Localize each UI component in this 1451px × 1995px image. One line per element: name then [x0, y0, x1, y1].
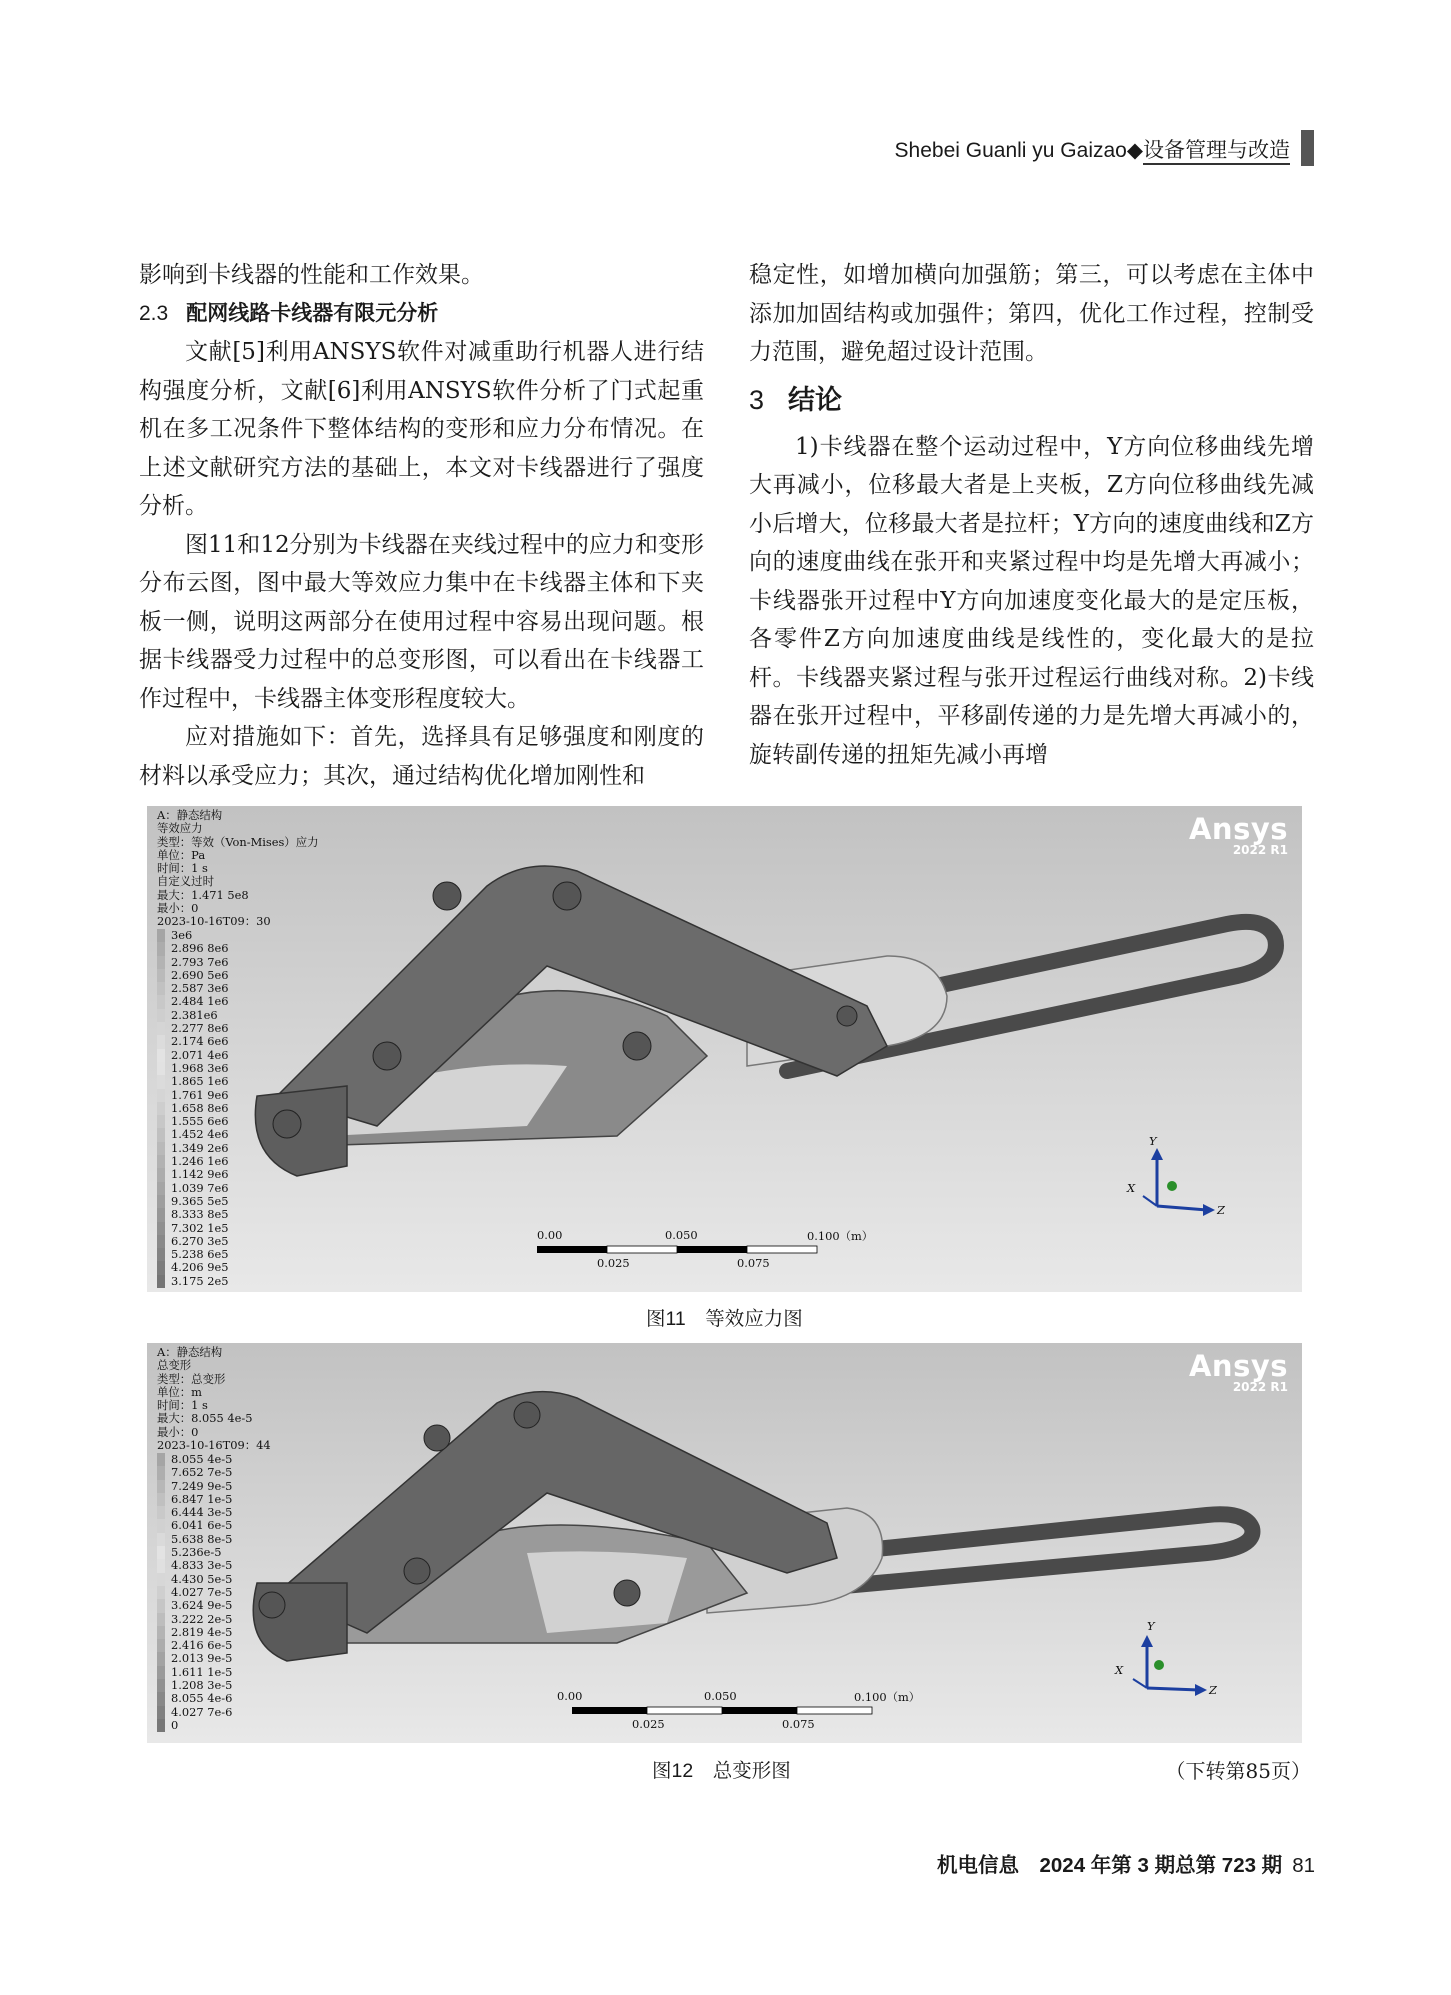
- legend-swatch: [157, 1506, 165, 1519]
- legend-swatch: [157, 1466, 165, 1479]
- header-pinyin: Shebei Guanli yu Gaizao: [894, 139, 1127, 162]
- legend-swatch: [157, 1692, 165, 1705]
- legend-swatch: [157, 1573, 165, 1586]
- legend-swatch: [157, 1275, 165, 1288]
- legend-swatch: [157, 929, 165, 942]
- legend-swatch: [157, 1235, 165, 1248]
- plot-info-line: 类型：总变形: [157, 1371, 226, 1386]
- legend-label: 4.027 7e-6: [171, 1704, 233, 1719]
- legend-swatch: [157, 1155, 165, 1168]
- plot-info-line: 类型：等效（Von-Mises）应力: [157, 834, 319, 849]
- legend-swatch: [157, 1706, 165, 1719]
- section-number: 2.3: [139, 301, 169, 325]
- paragraph: 1)卡线器在整个运动过程中，Y方向位移曲线先增大再减小，位移最大者是上夹板，Z方向位移曲线先减小后增大，位移最大者是拉杆；Y方向的速度曲线和Z方向的速度曲线在张开和夹紧过程中均是先增大再减小；卡线器张开过程中Y方向加速度变化最大的是定压板，各零件Z方向加速度曲线是线性的，变化最大的是拉杆。卡线器夹紧过程与张开过程运行曲线对称。2)卡线器在张开过程中，平移副传递的力是先增大再减小的，旋转副传递的扭矩先减小再增: [749, 433, 1314, 768]
- legend-label: 6.270 3e5: [171, 1233, 229, 1248]
- paragraph: 影响到卡线器的性能和工作效果。: [139, 262, 484, 288]
- legend-label: 1.555 6e6: [171, 1114, 229, 1129]
- legend-swatch: [157, 1089, 165, 1102]
- section-title: 结论: [788, 384, 843, 415]
- legend-label: 6.041 6e-5: [171, 1518, 233, 1533]
- legend-label: 1.761 9e6: [171, 1087, 229, 1102]
- legend-swatch: [157, 1639, 165, 1652]
- legend-label: 4.027 7e-5: [171, 1584, 233, 1599]
- legend-label: 1.452 4e6: [171, 1127, 229, 1142]
- legend-swatch: [157, 1533, 165, 1546]
- legend-swatch: [157, 1261, 165, 1274]
- legend-label: 4.430 5e-5: [171, 1571, 233, 1586]
- axis-label-y: Y: [1149, 1134, 1157, 1148]
- legend-label: 2.416 6e-5: [171, 1638, 233, 1653]
- legend-label: 1.658 8e6: [171, 1100, 229, 1115]
- plot-info-line: 最小：0: [157, 1424, 199, 1439]
- legend-swatch: [157, 1480, 165, 1493]
- page-number: 81: [1292, 1854, 1315, 1877]
- legend-label: 2.587 3e6: [171, 981, 229, 996]
- legend-label: 1.142 9e6: [171, 1167, 229, 1182]
- legend-swatch: [157, 995, 165, 1008]
- legend-swatch: [157, 1626, 165, 1639]
- plot-info-line: 单位：Pa: [157, 847, 206, 862]
- legend-swatch: [157, 1652, 165, 1665]
- legend-label: 2.690 5e6: [171, 967, 229, 982]
- legend-swatch: [157, 1599, 165, 1612]
- plot-info-line: 自定义过时: [157, 874, 214, 889]
- ansys-logo: Ansys 2022 R1: [1188, 812, 1288, 857]
- paragraph: 稳定性，如增加横向加强筋；第三，可以考虑在主体中添加加固结构或加强件；第四，优化工作过程，控制受力范围，避免超过设计范围。: [749, 262, 1314, 365]
- figure-11-caption: 图11 等效应力图: [646, 1308, 803, 1330]
- legend-swatch: [157, 1493, 165, 1506]
- legend-swatch: [157, 1195, 165, 1208]
- axis-label-y: Y: [1147, 1619, 1155, 1633]
- scale-label: 0.00: [537, 1228, 563, 1242]
- scale-label: 0.00: [557, 1689, 583, 1703]
- scale-label: 0.025: [597, 1256, 630, 1270]
- legend-swatch: [157, 982, 165, 995]
- legend-label: 2.484 1e6: [171, 994, 229, 1009]
- axis-label-z: Z: [1209, 1683, 1217, 1697]
- legend-label: 5.638 8e-5: [171, 1531, 233, 1546]
- legend-swatch: [157, 1075, 165, 1088]
- plot-info-line: 时间：1 s: [157, 1398, 208, 1413]
- legend-label: 2.277 8e6: [171, 1021, 229, 1036]
- legend-swatch: [157, 1586, 165, 1599]
- paragraph: 应对措施如下：首先，选择具有足够强度和刚度的材料以承受应力；其次，通过结构优化增加刚性和: [139, 724, 704, 789]
- legend-swatch: [157, 1049, 165, 1062]
- legend-label: 7.302 1e5: [171, 1220, 229, 1235]
- legend-label: 2.071 4e6: [171, 1047, 229, 1062]
- legend-swatch: [157, 1062, 165, 1075]
- legend-label: 3.222 2e-5: [171, 1611, 233, 1626]
- legend-swatch: [157, 1168, 165, 1181]
- plot-info-line: 2023-10-16T09：30: [157, 914, 271, 929]
- plot-info-line: A：静态结构: [157, 1345, 223, 1359]
- legend-swatch: [157, 1248, 165, 1261]
- legend-label: 1.865 1e6: [171, 1074, 229, 1089]
- plot-info-line: 总变形: [157, 1358, 192, 1373]
- legend-swatch: [157, 1035, 165, 1048]
- scale-label: 0.025: [632, 1717, 665, 1731]
- legend-label: 8.055 4e-5: [171, 1452, 233, 1466]
- legend-label: 2.896 8e6: [171, 941, 229, 956]
- diamond-icon: ◆: [1126, 139, 1143, 162]
- section-heading-3: [749, 372, 1314, 428]
- legend-label: 3e6: [171, 928, 193, 942]
- legend-swatch: [157, 1679, 165, 1692]
- scale-label: 0.075: [737, 1256, 770, 1270]
- legend-swatch: [157, 956, 165, 969]
- legend-label: 1.349 2e6: [171, 1140, 229, 1155]
- legend-label: 5.238 6e5: [171, 1247, 229, 1262]
- plot-info-line: 2023-10-16T09：44: [157, 1438, 271, 1453]
- legend-label: 2.793 7e6: [171, 954, 229, 969]
- right-column: [749, 256, 1314, 774]
- figure-12-caption: 图12 总变形图: [652, 1760, 791, 1782]
- legend-swatch: [157, 1222, 165, 1235]
- legend-swatch: [157, 1102, 165, 1115]
- legend-swatch: [157, 1022, 165, 1035]
- axis-label-x: X: [1127, 1181, 1136, 1195]
- left-column: [139, 256, 704, 795]
- legend-label: 5.236e-5: [171, 1545, 222, 1560]
- legend-label: 2.381e6: [171, 1007, 218, 1022]
- legend-label: 1.968 3e6: [171, 1060, 229, 1075]
- legend-label: 7.652 7e-5: [171, 1465, 233, 1480]
- plot-info-line: 最大：8.055 4e-5: [157, 1411, 253, 1426]
- legend-swatch: [157, 1613, 165, 1626]
- legend-swatch: [157, 1546, 165, 1559]
- legend-label: 0: [171, 1717, 179, 1732]
- legend-label: 4.833 3e-5: [171, 1558, 233, 1573]
- scale-label: 0.075: [782, 1717, 815, 1731]
- legend-label: 3.175 2e5: [171, 1273, 229, 1288]
- legend-swatch: [157, 1559, 165, 1572]
- section-title: 配网线路卡线器有限元分析: [186, 301, 439, 325]
- page-footer: [937, 1848, 1315, 1878]
- plot-info: [157, 1346, 271, 1452]
- legend-swatch: [157, 1666, 165, 1679]
- legend-label: 8.055 4e-6: [171, 1691, 233, 1706]
- legend-label: 4.206 9e5: [171, 1260, 229, 1275]
- legend-swatch: [157, 1519, 165, 1532]
- legend-label: 2.013 9e-5: [171, 1651, 233, 1666]
- z-axis-arrow: [1147, 1688, 1199, 1690]
- figure-11-stress-plot: [147, 806, 1302, 1292]
- legend-label: 1.246 1e6: [171, 1154, 229, 1169]
- legend-swatch: [157, 1009, 165, 1022]
- scale-label: 0.100（m）: [807, 1229, 874, 1243]
- plot-info-line: 单位：m: [157, 1384, 202, 1399]
- header-title: 设备管理与改造: [1143, 139, 1290, 165]
- legend-swatch: [157, 969, 165, 982]
- paragraph: 图11和12分别为卡线器在夹线过程中的应力和变形分布云图，图中最大等效应力集中在卡线器主体和下夹板一侧，说明这两部分在使用过程中容易出现问题。根据卡线器受力过程中的总变形图，可以看出在卡线器工作过程中，卡线器主体变形程度较大。: [139, 531, 704, 712]
- legend-label: 1.039 7e6: [171, 1180, 229, 1195]
- clamp-model-stress: [147, 806, 1302, 1292]
- legend-label: 6.444 3e-5: [171, 1505, 233, 1520]
- legend-swatch: [157, 1128, 165, 1141]
- legend-swatch: [157, 1453, 165, 1466]
- legend-label: 8.333 8e5: [171, 1207, 229, 1222]
- plot-info-line: 最小：0: [157, 901, 199, 916]
- plot-info-line: 时间：1 s: [157, 861, 208, 876]
- figure-12-deformation-plot: [147, 1343, 1302, 1743]
- legend-swatch: [157, 1719, 165, 1732]
- ansys-logo: Ansys 2022 R1: [1188, 1349, 1288, 1394]
- scale-label: 0.050: [665, 1228, 698, 1242]
- legend-label: 9.365 5e5: [171, 1193, 229, 1208]
- legend-label: 7.249 9e-5: [171, 1478, 233, 1493]
- scale-label: 0.100（m）: [854, 1690, 921, 1704]
- plot-info-line: 最大：1.471 5e8: [157, 887, 249, 902]
- scale-label: 0.050: [704, 1689, 737, 1703]
- legend-label: 2.174 6e6: [171, 1034, 229, 1049]
- running-header: [866, 130, 1314, 172]
- section-heading-2-3: [139, 295, 704, 334]
- plot-info: [157, 809, 318, 929]
- paragraph: 文献[5]利用ANSYS软件对减重助行机器人进行结构强度分析，文献[6]利用ANSYS软件分析了门式起重机在多工况条件下整体结构的变形和应力分布情况。在上述文献研究方法的基础上，本文对卡线器进行了强度分析。: [139, 339, 704, 519]
- legend-label: 1.611 1e-5: [171, 1664, 233, 1679]
- legend-label: 1.208 3e-5: [171, 1678, 233, 1693]
- legend-swatch: [157, 942, 165, 955]
- legend-swatch: [157, 1182, 165, 1195]
- header-bar: [1301, 130, 1314, 166]
- legend-label: 2.819 4e-5: [171, 1624, 233, 1639]
- clamp-model-deformation: [147, 1343, 1302, 1743]
- plot-info-line: 等效应力: [157, 821, 203, 836]
- plot-info-line: A：静态结构: [157, 808, 223, 822]
- legend-label: 6.847 1e-5: [171, 1491, 233, 1506]
- legend-label: 3.624 9e-5: [171, 1598, 233, 1613]
- axis-label-x: X: [1115, 1663, 1124, 1677]
- legend-swatch: [157, 1115, 165, 1128]
- legend-swatch: [157, 1142, 165, 1155]
- section-number: 3: [749, 384, 765, 415]
- journal-info: 机电信息 2024 年第 3 期总第 723 期: [937, 1854, 1283, 1877]
- continued-note: （下转第85页）: [1165, 1759, 1311, 1783]
- legend-swatch: [157, 1208, 165, 1221]
- axis-label-z: Z: [1217, 1203, 1225, 1217]
